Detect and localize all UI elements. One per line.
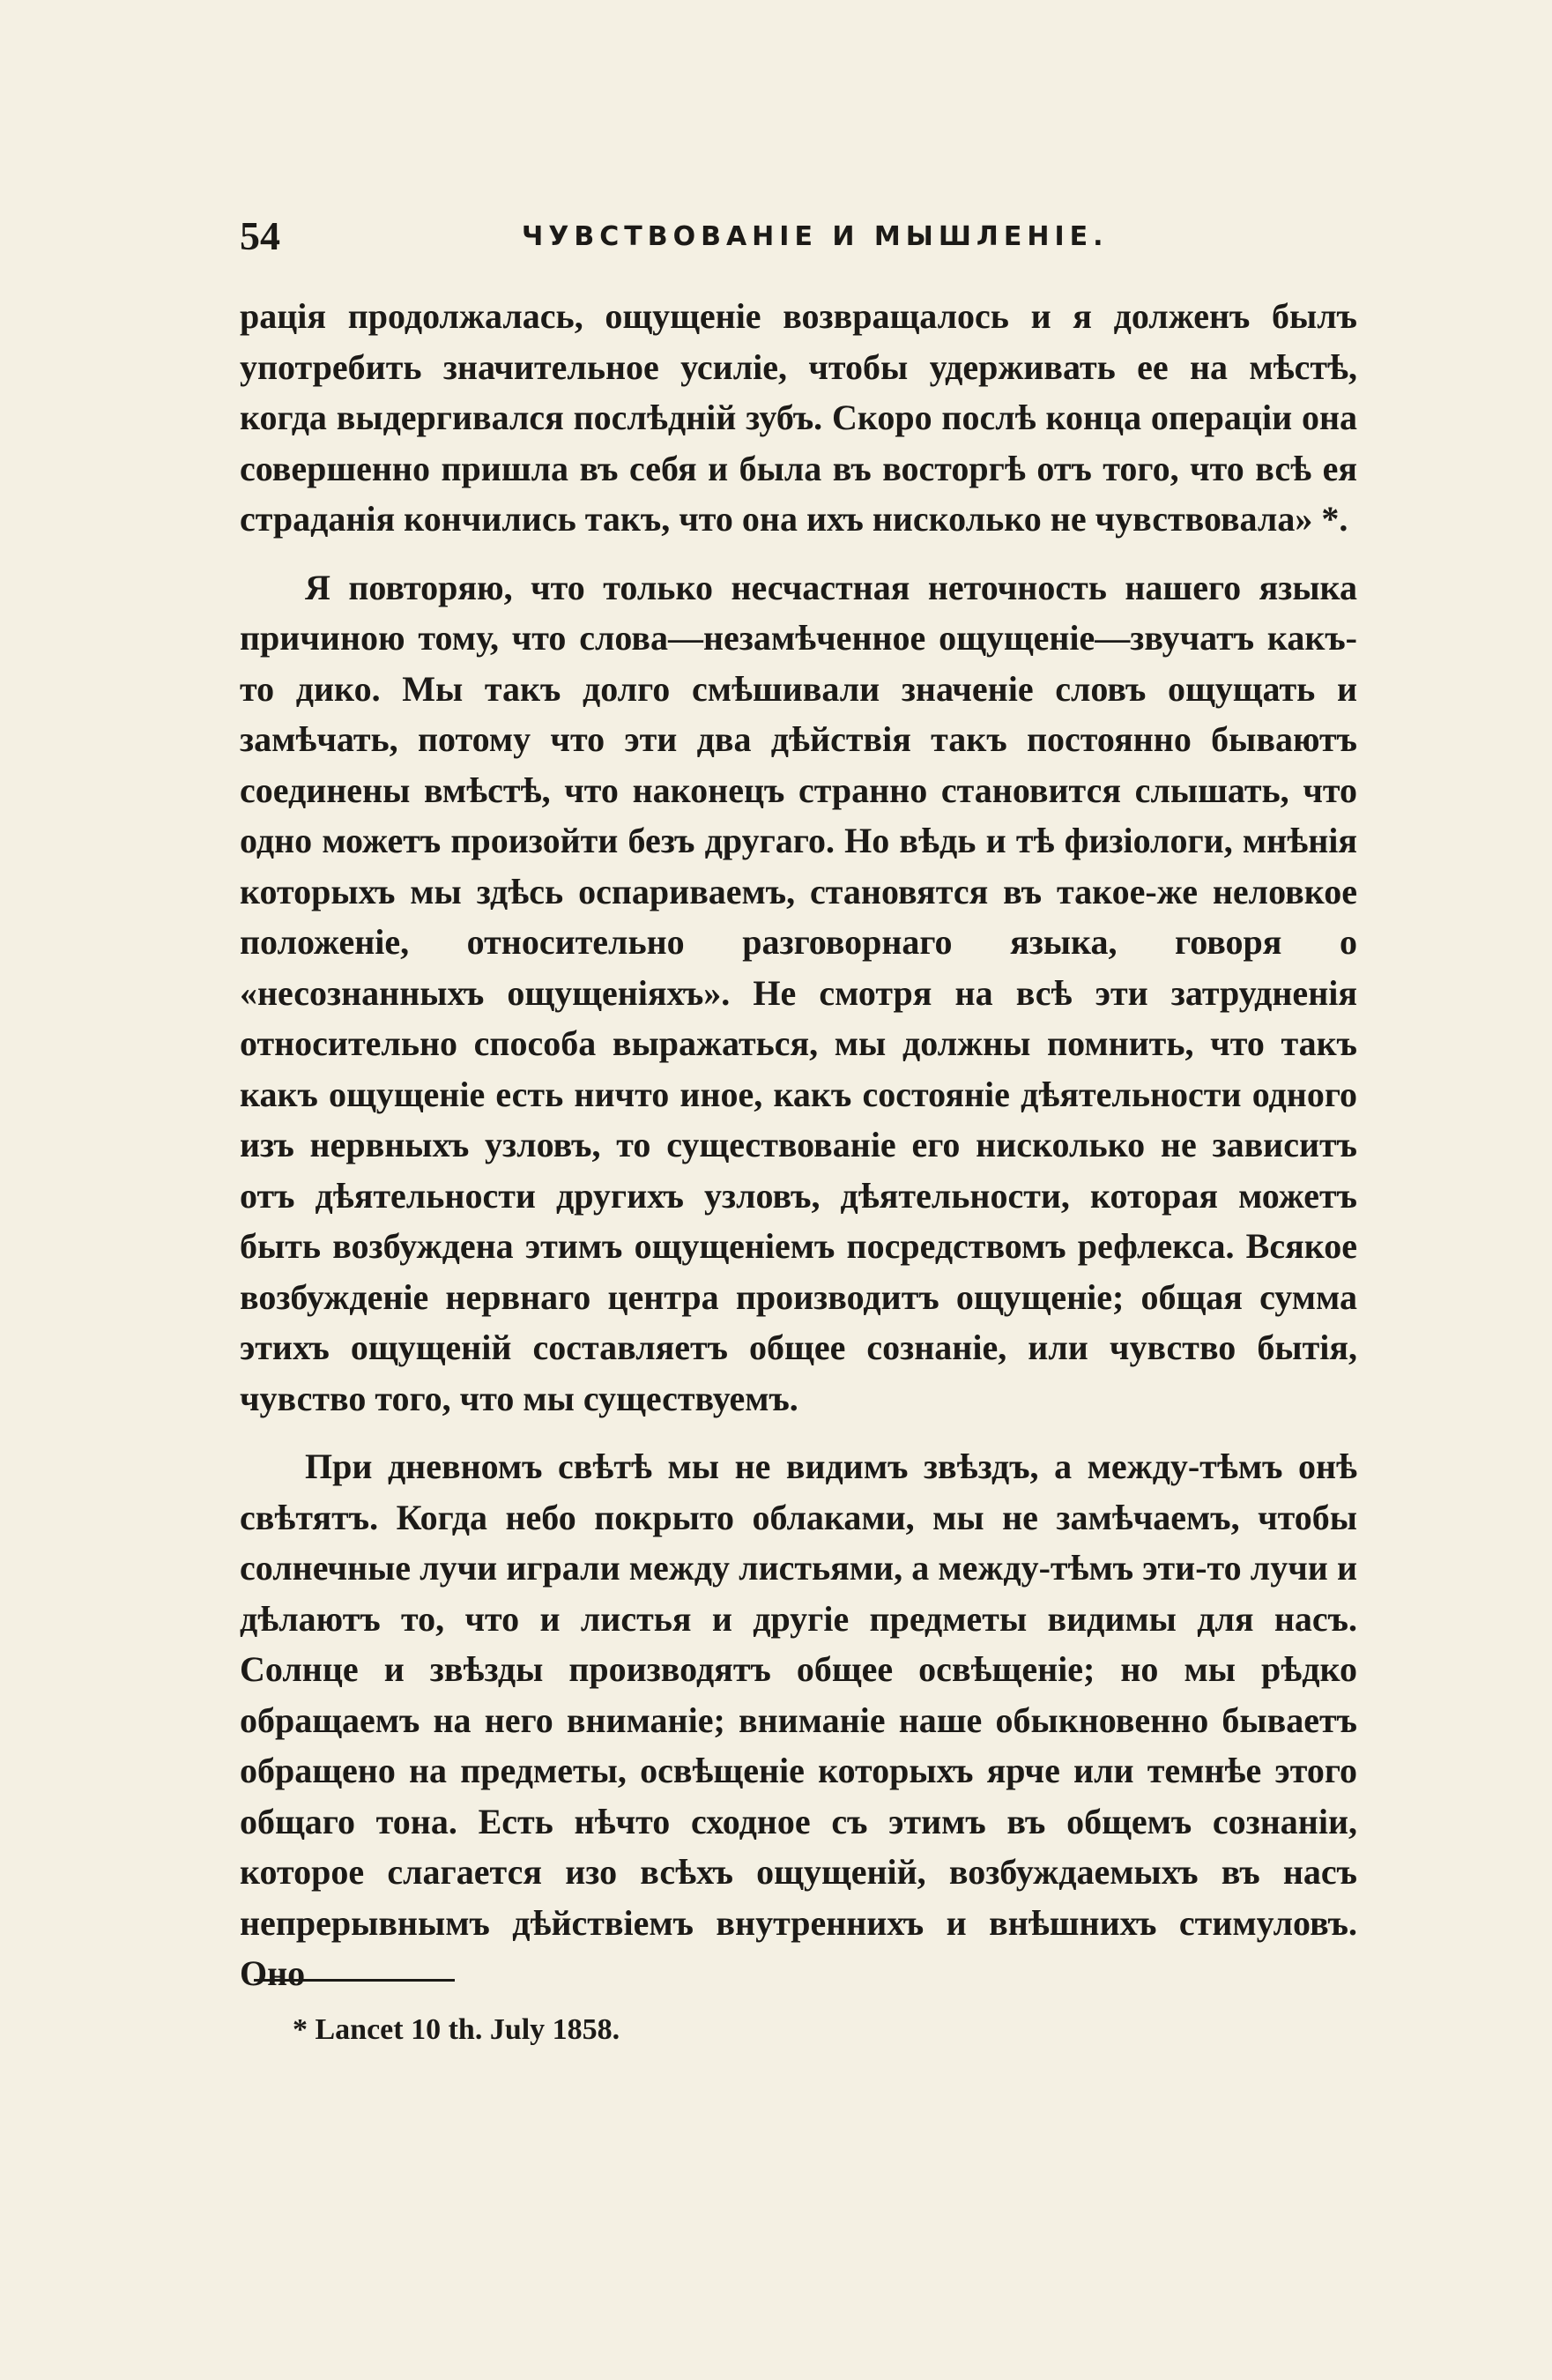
body-text [240, 291, 1357, 1999]
running-head [240, 210, 1357, 263]
running-title: ЧУВСТВОВАНІЕ И МЫШЛЕНІЕ. [522, 221, 1109, 252]
footnote-divider [254, 1979, 455, 1982]
paragraph: При дневномъ свѣтѣ мы не видимъ звѣздъ, а между-тѣмъ онѣ свѣтятъ. Когда небо покрыто облаками, мы не замѣчаемъ, чтобы солнечные лучи играли между листьями, а между-тѣмъ эти-то лучи и дѣлаютъ то, что и листья и другіе предметы видимы для насъ. Солнце и звѣзды производятъ общее освѣщеніе; но мы рѣдко обращаемъ на него вниманіе; вниманіе наше обыкновенно бываетъ обращено на предметы, освѣщеніе которыхъ ярче или темнѣе этого общаго тона. Есть нѣчто сходное съ этимъ въ общемъ сознаніи, которое слагается изо всѣхъ ощущеній, возбуждаемыхъ въ насъ непрерывнымъ дѣйствіемъ внутреннихъ и внѣшнихъ стимуловъ. Оно [240, 1447, 1357, 1993]
page-number: 54 [240, 213, 280, 258]
paragraph: Я повторяю, что только несчастная неточность нашего языка причиною тому, что слова—незамѣченное ощущеніе—звучатъ какъ-то дико. Мы такъ долго смѣшивали значеніе словъ ощущать и замѣчать, потому что эти два дѣйствія такъ постоянно бываютъ соединены вмѣстѣ, что наконецъ странно становится слышать, что одно можетъ произойти безъ другаго. Но вѣдь и тѣ физіологи, мнѣнія которыхъ мы здѣсь оспариваемъ, становятся въ такое-же неловкое положеніе, относительно разговорнаго языка, говоря о «несознанныхъ ощущеніяхъ». Не смотря на всѣ эти затрудненія относительно способа выражаться, мы должны помнить, что такъ какъ ощущеніе есть ничто иное, какъ состояніе дѣятельности одного изъ нервныхъ узловъ, то существованіе его нисколько не зависитъ отъ дѣятельности другихъ узловъ, дѣятельности, которая можетъ быть возбуждена этимъ ощущеніемъ посредствомъ рефлекса. Всякое возбужденіе нервнаго центра производитъ ощущеніе; общая сумма этихъ ощущеній составляетъ общее сознаніе, или чувство бытія, чувство того, что мы существуемъ. [240, 567, 1357, 1418]
footnote: * Lancet 10 th. July 1858. [293, 2013, 620, 2046]
paragraph-continued: рація продолжалась, ощущеніе возвращалось и я долженъ былъ употребить значительное усиліе, чтобы удерживать ее на мѣстѣ, когда выдергивался послѣдній зубъ. Скоро послѣ конца операціи она совершенно пришла въ себя и была въ восторгѣ отъ того, что всѣ ея страданія кончились такъ, что она ихъ нисколько не чувствовала» *. [240, 296, 1357, 539]
